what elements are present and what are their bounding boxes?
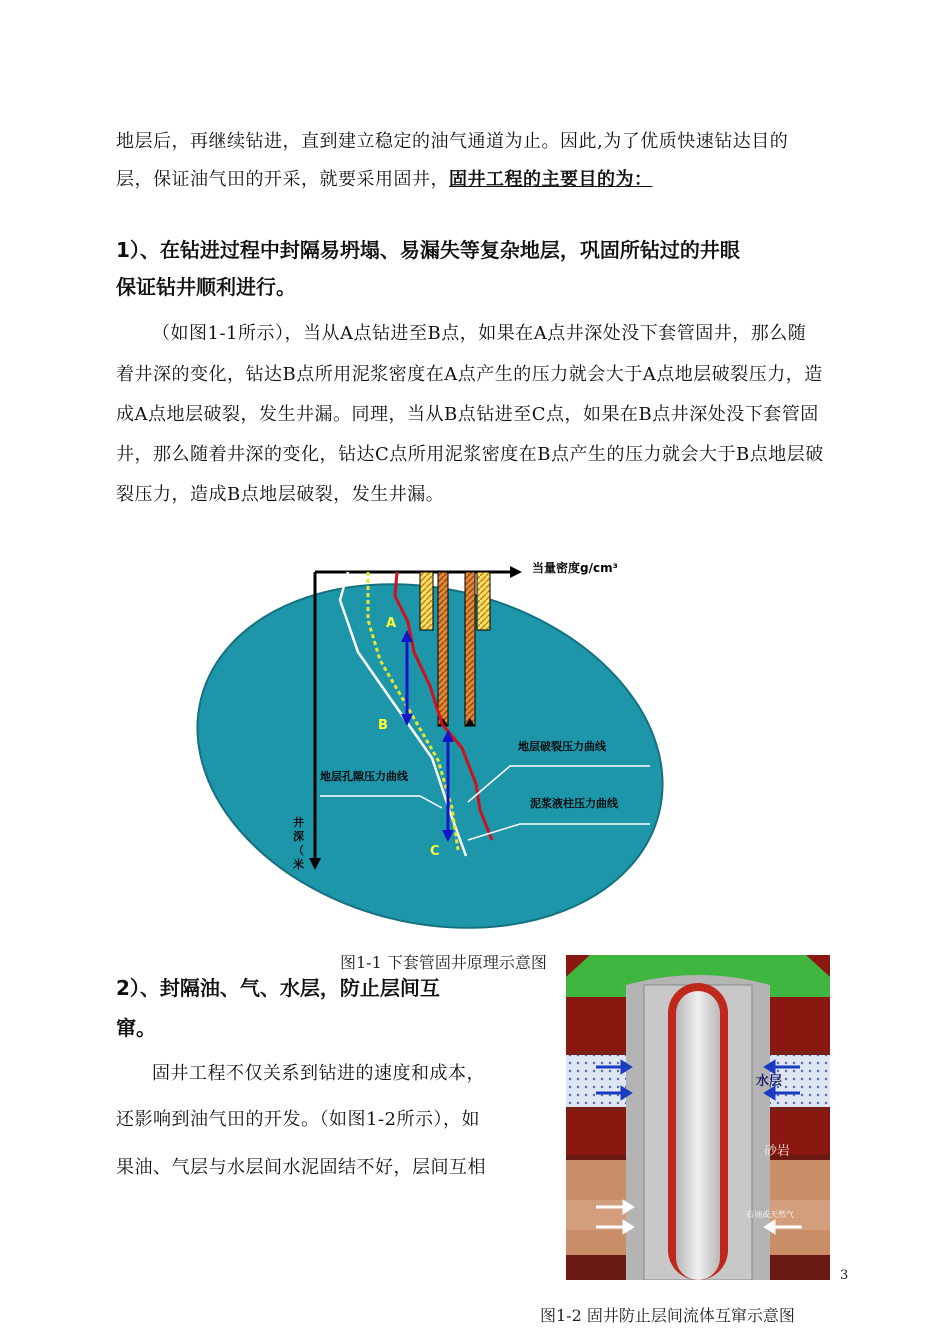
mud-curve-label: 泥浆液柱压力曲线 xyxy=(530,797,618,810)
section1-heading-line-2: 保证钻井顺利进行。 xyxy=(116,275,296,299)
section2-para-line-2: 还影响到油气田的开发。（如图1-2所示），如 xyxy=(116,1109,480,1130)
section1-para-line-3: 成A点地层破裂，发生井漏。同理，当从B点钻进至C点，如果在B点井深处没下套管固 xyxy=(116,404,819,425)
fracture-curve-label: 地层破裂压力曲线 xyxy=(518,740,606,753)
section1-para-line-2: 着井深的变化，钻达B点所用泥浆密度在A点产生的压力就会大于A点地层破裂压力，造 xyxy=(116,364,823,385)
point-a-label: A xyxy=(386,616,397,631)
intro-line-1: 地层后，再继续钻进，直到建立稳定的油气通道为止。因此,为了优质快速钻达目的 xyxy=(116,131,789,152)
y-axis-label: 井深（米 xyxy=(293,816,304,871)
water-layer-label: 水层 xyxy=(756,1074,783,1089)
point-c-label: C xyxy=(430,844,440,859)
figure2-caption: 图1-2 固井防止层间流体互窜示意图 xyxy=(540,1306,795,1325)
section2-heading-line-2: 窜。 xyxy=(116,1016,156,1040)
figure-casing-principle xyxy=(180,540,680,940)
figure-interlayer-flow xyxy=(566,955,830,1280)
intro-emphasis: 固井工程的主要目的为： xyxy=(449,169,653,190)
oil-gas-label: 石油或天然气 xyxy=(746,1210,794,1219)
x-axis-label: 当量密度g/cm³ xyxy=(532,561,618,575)
page-number: 3 xyxy=(840,1268,849,1283)
sandstone-label: 砂岩 xyxy=(764,1144,791,1159)
section2-para-line-3: 果油、气层与水层间水泥固结不好，层间互相 xyxy=(116,1157,486,1178)
point-b-label: B xyxy=(378,718,388,733)
figure1-caption: 图1-1 下套管固井原理示意图 xyxy=(340,953,547,972)
section2-heading-line-1: 2）、封隔油、气、水层，防止层间互 xyxy=(116,976,440,1000)
intro-line-2-prefix: 层，保证油气田的开采，就要采用固井， xyxy=(116,169,449,190)
pore-curve-label: 地层孔隙压力曲线 xyxy=(320,770,408,783)
intro-line-2 xyxy=(116,162,653,198)
section1-para-line-4: 井，那么随着井深的变化，钻达C点所用泥浆密度在B点产生的压力就会大于B点地层破 xyxy=(116,444,824,465)
section1-heading-line-1: 1）、在钻进过程中封隔易坍塌、易漏失等复杂地层，巩固所钻过的井眼 xyxy=(116,238,740,262)
section2-para-line-1: 固井工程不仅关系到钻进的速度和成本， xyxy=(152,1063,485,1084)
section1-para-line-1: （如图1-1所示），当从A点钻进至B点，如果在A点井深处没下套管固井，那么随 xyxy=(152,323,807,344)
section1-para-line-5: 裂压力，造成B点地层破裂，发生井漏。 xyxy=(116,484,445,505)
